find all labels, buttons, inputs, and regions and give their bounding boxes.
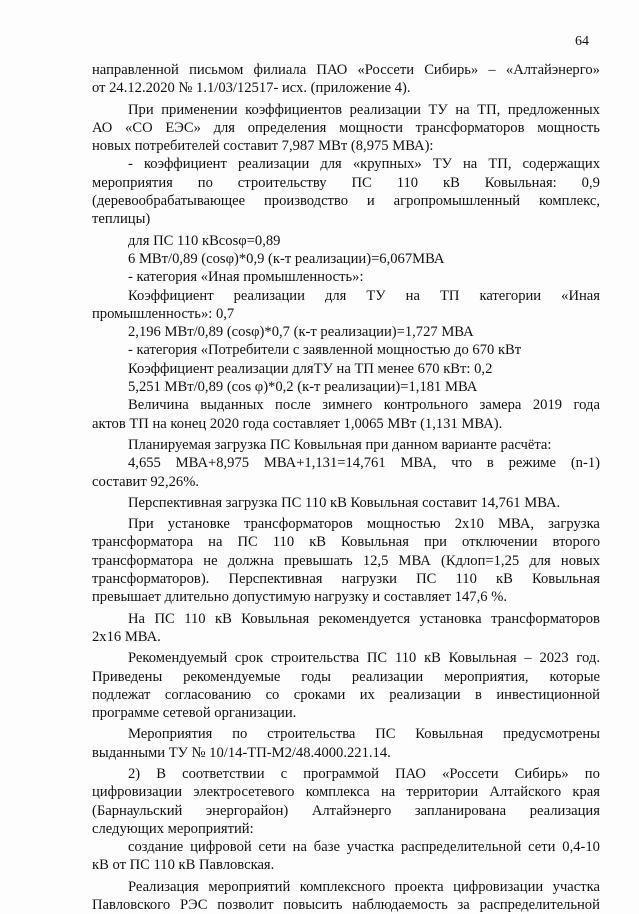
word: установка xyxy=(419,610,482,627)
word: ЕЭС» xyxy=(165,119,201,136)
word: которые xyxy=(549,668,600,685)
text-line xyxy=(92,686,600,704)
text-line xyxy=(92,802,600,820)
word: загрузка xyxy=(548,516,600,533)
text-line: 2,196 МВт/0,89 (cosφ)*0,7 (к-т реализации)=1,727 МВА xyxy=(128,324,474,341)
word: (Кдлоп=1,25 xyxy=(441,552,520,569)
word: год. xyxy=(576,650,600,667)
text-line xyxy=(92,174,600,192)
word: кВ xyxy=(496,571,513,588)
text-line xyxy=(92,896,600,914)
text-line: Коэффициент реализации дляТУ на ТП менее 670 кВт: 0,2 xyxy=(128,360,493,377)
word: Ковыльная: xyxy=(484,174,557,191)
word: распределительной xyxy=(400,839,522,856)
word: зимнего xyxy=(322,397,373,414)
word: после xyxy=(275,397,311,414)
word: ТУ xyxy=(432,156,452,173)
word: на xyxy=(405,287,420,304)
word: что xyxy=(451,455,473,472)
word: на xyxy=(455,101,470,118)
word: сроками xyxy=(293,686,346,703)
word: в xyxy=(486,455,494,472)
word: 110 xyxy=(394,650,417,667)
word: превышать xyxy=(284,552,353,569)
word: Ковыльная xyxy=(448,650,517,667)
word: реализации xyxy=(351,668,424,685)
word: 110 xyxy=(396,174,419,191)
text-line: 6 МВт/0,89 (cosφ)*0,9 (к-т реализации)=6,067МВА xyxy=(128,250,445,267)
word: трансформатора xyxy=(92,534,194,551)
document-body xyxy=(92,61,600,914)
word: энергорайон) xyxy=(205,802,289,819)
word: МВА, xyxy=(498,516,535,533)
word: трансформатора xyxy=(92,552,194,569)
word: кВ xyxy=(424,650,441,667)
word: При xyxy=(128,101,154,118)
word: - xyxy=(128,156,133,173)
word: реализации xyxy=(237,156,310,173)
word: Ковыльная xyxy=(415,726,484,743)
text-line: выданными ТУ № 10/14-ТП-М2/48.4000.221.14. xyxy=(92,744,391,761)
word: строительства xyxy=(270,650,360,667)
word: «СО xyxy=(125,119,153,136)
word: создание xyxy=(128,839,184,856)
word: Алтайского xyxy=(489,784,562,801)
text-line: промышленность»: 0,7 xyxy=(92,305,235,322)
text-line xyxy=(92,552,600,570)
word: мероприятия xyxy=(92,174,173,191)
word: предложенных xyxy=(507,101,600,118)
word: по xyxy=(584,765,600,782)
word: сети xyxy=(528,839,556,856)
word: сети xyxy=(258,839,286,856)
word: 2019 xyxy=(532,397,563,414)
word: программой xyxy=(303,765,379,782)
word: ПС xyxy=(237,534,258,551)
word: позволит xyxy=(217,897,274,914)
word: при xyxy=(424,534,447,551)
word: выданных xyxy=(200,397,264,414)
text-line xyxy=(92,838,600,856)
word: определения xyxy=(247,119,327,136)
word: базе xyxy=(313,839,340,856)
word: 110 xyxy=(184,610,206,627)
word: «Россети xyxy=(357,62,415,78)
word: запланирована xyxy=(414,802,507,819)
word: за xyxy=(457,897,470,914)
word: для xyxy=(529,552,551,569)
word: мощность xyxy=(537,119,600,136)
word: комплекс, xyxy=(538,193,600,210)
word: 2х10 xyxy=(454,516,484,533)
word: Ковыльная xyxy=(531,571,600,588)
text-line xyxy=(92,396,600,414)
word: электросетевого xyxy=(193,784,295,801)
text-line xyxy=(92,878,600,896)
word: не xyxy=(203,552,218,569)
word: производство xyxy=(264,193,349,210)
word: Ковыльная xyxy=(241,610,310,627)
text-line xyxy=(92,725,600,743)
word: инвестиционной xyxy=(496,686,600,703)
word: края xyxy=(572,784,600,801)
word: На xyxy=(128,610,146,627)
word: кВ xyxy=(442,174,460,191)
word: года xyxy=(573,397,600,414)
word: Сибирь» xyxy=(514,765,569,782)
word: наблюдаемость xyxy=(352,897,448,914)
word: цифровизации xyxy=(453,878,544,895)
word: по xyxy=(232,726,248,743)
word: мощностью xyxy=(366,516,441,533)
word: (n-1) xyxy=(570,455,600,472)
text-line xyxy=(92,668,600,686)
word: агропромышленный xyxy=(393,193,521,210)
word: по xyxy=(197,174,213,191)
word: кВ xyxy=(309,534,327,551)
word: «Россети xyxy=(442,765,499,782)
word: МВА, xyxy=(400,455,437,472)
word: содержащих xyxy=(522,156,600,173)
word: в xyxy=(475,686,482,703)
text-line xyxy=(92,610,600,628)
text-line xyxy=(92,515,600,533)
word: мероприятий xyxy=(208,878,291,895)
word: Величина xyxy=(128,397,189,414)
word: должна xyxy=(227,552,274,569)
word: ПС xyxy=(416,571,437,588)
text-line: 5,251 МВт/0,89 (cos φ)*0,2 (к-т реализации)=1,181 МВА xyxy=(128,379,478,396)
text-line xyxy=(92,287,600,305)
word: ПС xyxy=(351,174,372,191)
word: ТП xyxy=(439,287,460,304)
text-line: превышает длительно допустимую нагрузку и составляет 147,6 %. xyxy=(92,589,508,606)
word: ПС xyxy=(366,650,388,667)
page-number: 64 xyxy=(575,34,589,49)
word: и xyxy=(366,193,375,210)
word: – xyxy=(488,62,496,78)
word: отключении xyxy=(461,534,538,551)
text-line: Планируемая загрузка ПС Ковыльная при данном варианте расчёта: xyxy=(128,436,552,453)
text-line xyxy=(92,192,600,210)
text-line xyxy=(92,61,600,79)
word: направленной xyxy=(92,62,179,78)
word: категории xyxy=(479,287,542,304)
word: трансформаторов xyxy=(491,610,600,627)
word: ТП, xyxy=(477,101,501,118)
word: строительству xyxy=(237,174,327,191)
text-line: кВ от ПС 110 кВ Павловская. xyxy=(92,857,275,874)
word: Приведены xyxy=(92,668,163,685)
word: Алтайэнерго xyxy=(311,802,392,819)
word: с xyxy=(280,765,288,782)
word: комплексного xyxy=(299,878,386,895)
text-line xyxy=(92,454,600,472)
word: предусмотрены xyxy=(503,726,600,743)
word: контрольного xyxy=(383,397,469,414)
text-line: - категория «Потребители с заявленной мощностью до 670 кВт xyxy=(128,342,522,359)
text-line xyxy=(92,649,600,667)
word: на xyxy=(380,784,396,801)
word: рекомендуется xyxy=(318,610,411,627)
word: филиала xyxy=(253,62,307,78)
text-line: - категория «Иная промышленность»: xyxy=(128,269,364,286)
word: срок xyxy=(234,650,264,667)
word: 2023 xyxy=(539,650,569,667)
word: ТУ xyxy=(428,101,448,118)
word: мероприятия, xyxy=(444,668,529,685)
word: строительства xyxy=(267,726,356,743)
word: территории xyxy=(406,784,479,801)
word: подлежат xyxy=(92,686,151,703)
text-line xyxy=(92,119,600,137)
word: участка xyxy=(346,839,395,856)
word: Реализация xyxy=(128,878,199,895)
word: письмом xyxy=(189,62,244,78)
word: проекта xyxy=(394,878,444,895)
word: МВА+1,131=14,761 xyxy=(263,455,386,472)
word: При xyxy=(128,516,154,533)
word: АО xyxy=(92,119,113,136)
word: ПС xyxy=(154,610,175,627)
word: трансформаторов xyxy=(415,119,525,136)
word: коэффициентов xyxy=(245,101,343,118)
word: режиме xyxy=(508,455,556,472)
word: – xyxy=(524,650,532,667)
word: В xyxy=(156,765,166,782)
word: 0,9 xyxy=(581,174,600,191)
word: участка xyxy=(552,878,600,895)
text-line xyxy=(92,765,600,783)
word: соответствии xyxy=(182,765,265,782)
text-line: 2х16 МВА. xyxy=(92,628,161,645)
word: реализации xyxy=(349,101,421,118)
word: на xyxy=(292,839,307,856)
word: «Иная xyxy=(561,287,600,304)
word: цифровой xyxy=(190,839,252,856)
word: Рекомендуемый xyxy=(128,650,228,667)
word: согласованию xyxy=(164,686,252,703)
word: распределительной xyxy=(479,897,600,914)
word: ТП, xyxy=(488,156,512,173)
word: нагрузки xyxy=(341,571,397,588)
word: для xyxy=(320,156,342,173)
word: реализации xyxy=(389,686,461,703)
word: мощности xyxy=(339,119,403,136)
text-line: составит 92,26%. xyxy=(92,473,200,490)
word: МВА+8,975 xyxy=(175,455,250,472)
word: Сибирь» xyxy=(424,62,479,78)
word: на xyxy=(208,534,223,551)
word: Ковыльная xyxy=(341,534,409,551)
word: ПАО xyxy=(395,765,426,782)
text-line: программе сетевой организации. xyxy=(92,705,297,722)
text-line xyxy=(92,101,600,119)
word: коэффициент xyxy=(143,156,227,173)
word: рекомендуемые xyxy=(183,668,281,685)
word: кВ xyxy=(214,610,232,627)
word: реализации xyxy=(233,287,305,304)
word: Перспективная xyxy=(228,571,323,588)
text-line xyxy=(92,783,600,801)
text-line xyxy=(92,155,600,173)
word: годы xyxy=(301,668,331,685)
text-line: теплицы) xyxy=(92,211,151,228)
word: ПС xyxy=(375,726,396,743)
word: для xyxy=(324,287,347,304)
text-line: для ПС 110 кВcosφ=0,89 xyxy=(128,232,281,249)
word: 0,4-10 xyxy=(562,839,600,856)
word: комплекса xyxy=(305,784,370,801)
word: ТУ xyxy=(366,287,386,304)
word: МВА xyxy=(398,552,431,569)
word: трансформаторов). xyxy=(92,571,210,588)
word: 4,655 xyxy=(128,455,161,472)
word: 12,5 xyxy=(362,552,389,569)
word: (Барнаульский xyxy=(92,802,183,819)
word: 2) xyxy=(128,765,141,782)
word: «Алтайэнерго» xyxy=(505,62,600,78)
word: замера xyxy=(479,397,522,414)
word: «крупных» xyxy=(352,156,422,173)
word: новых xyxy=(560,552,600,569)
word: 110 xyxy=(272,534,295,551)
word: со xyxy=(265,686,280,703)
text-line xyxy=(92,570,600,588)
text-line: новых потребителей составит 7,987 МВт (8,975 МВА): xyxy=(92,138,434,155)
word: Коэффициент xyxy=(128,287,214,304)
text-line: Перспективная загрузка ПС 110 кВ Ковыльная составит 14,761 МВА. xyxy=(128,494,561,511)
word: применении xyxy=(161,101,238,118)
word: Павловского xyxy=(92,897,171,914)
word: второго xyxy=(552,534,600,551)
word: их xyxy=(359,686,375,703)
text-line: от 24.12.2020 № 1.1/03/12517- исх. (приложение 4). xyxy=(92,80,411,97)
word: установке xyxy=(167,516,230,533)
text-line: актов ТП на конец 2020 года составляет 1,0065 МВт (1,131 МВА). xyxy=(92,415,503,432)
word: РЭС xyxy=(179,897,208,914)
word: (деревообрабатывающее xyxy=(92,193,246,210)
word: повысить xyxy=(283,897,343,914)
word: трансформаторов xyxy=(243,516,353,533)
word: реализация xyxy=(529,802,600,819)
word: для xyxy=(213,119,236,136)
word: ПАО xyxy=(316,62,348,78)
text-line xyxy=(92,533,600,551)
word: на xyxy=(463,156,478,173)
word: 110 xyxy=(455,571,477,588)
word: Мероприятия xyxy=(128,726,213,743)
word: цифровизации xyxy=(92,784,183,801)
text-line: следующих мероприятий: xyxy=(92,820,254,837)
